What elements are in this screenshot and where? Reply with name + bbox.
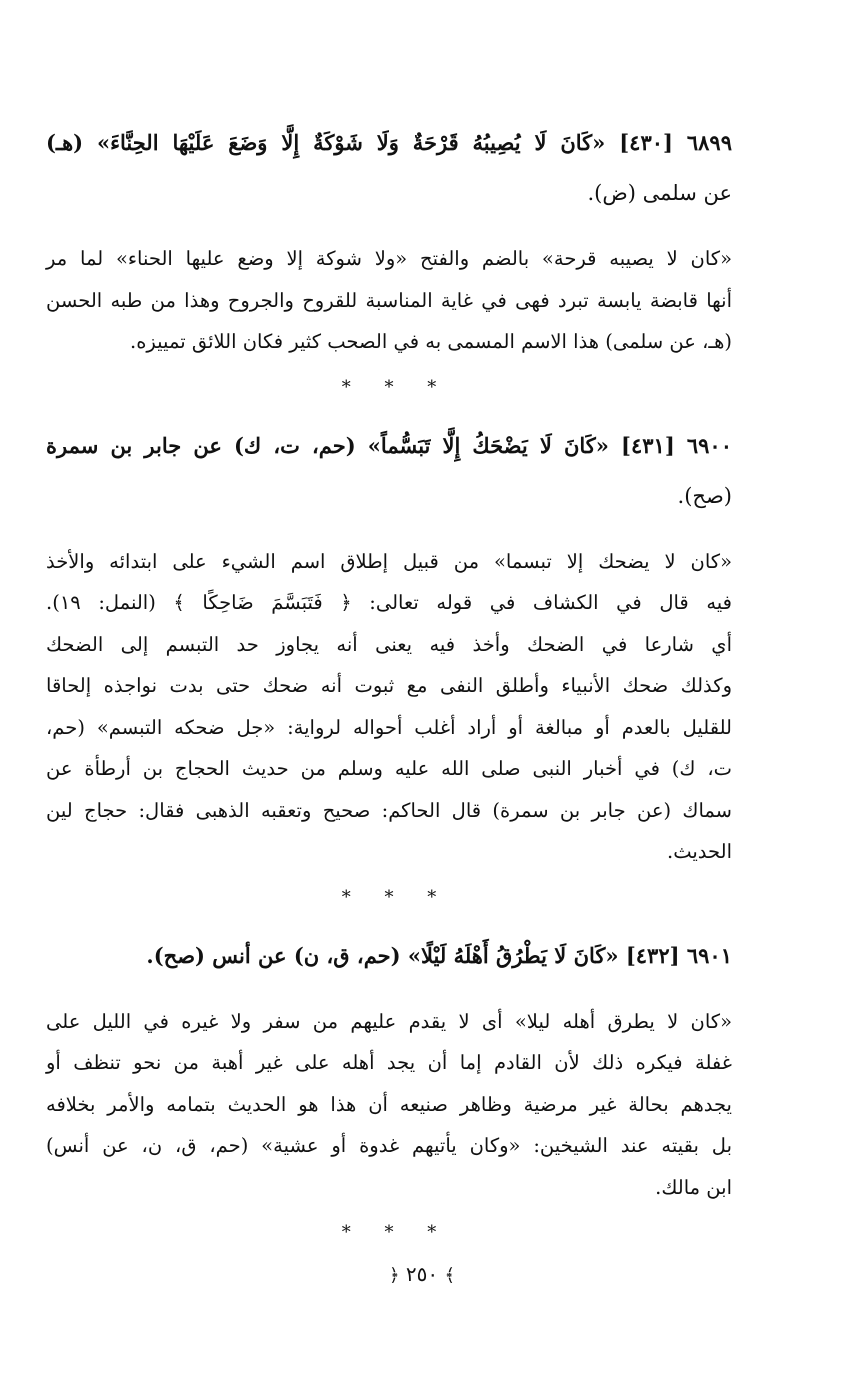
hadith-line: ٦٩٠١ [٤٣٢] «كَانَ لَا يَطْرُقُ أَهْلَهُ لَيْلًا» (حم، ق، ن) عن أنس (صح).: [146, 942, 732, 968]
commentary-line: «كان لا يصيبه قرحة» بالضم والفتح «ولا شوكة إلا وضع عليها الحناء» لما مر: [46, 247, 732, 270]
page-number-value: ٢٥٠: [405, 1262, 439, 1286]
commentary-6899: [46, 238, 732, 363]
commentary-6901: [46, 1001, 732, 1209]
page-number: [0, 1262, 844, 1286]
section-separator: * * *: [341, 886, 451, 908]
commentary-line: (هـ، عن سلمى) هذا الاسم المسمى به في الصحب كثير فكان اللائق تمييزه.: [130, 330, 732, 353]
section-separator: * * *: [341, 376, 451, 398]
commentary-line: بل بقيته عند الشيخين: «وكان يأتيهم غدوة أو عشية» (حم، ق، ن، عن أنس): [46, 1134, 732, 1157]
commentary-line: ت، ك) في أخبار النبى صلى الله عليه وسلم من حديث الحجاج بن أرطأة عن: [46, 757, 732, 780]
commentary-line: سماك (عن جابر بن سمرة) قال الحاكم: صحيح وتعقبه الذهبى فقال: حجاج لين: [46, 798, 732, 822]
commentary-line: غفلة فيكره ذلك لأن القادم إما أن يجد أهله على غير أهبة من نحو تنظف أو: [46, 1051, 732, 1074]
hadith-line: ٦٩٠٠ [٤٣١] «كَانَ لَا يَضْحَكُ إِلَّا تَبَسُّماً» (حم، ت، ك) عن جابر بن سمرة: [46, 432, 732, 458]
commentary-line: الحديث.: [667, 840, 732, 863]
hadith-line: (صح).: [677, 483, 732, 508]
section-separator: * * *: [341, 1222, 451, 1243]
commentary-line: «كان لا يطرق أهله ليلا» أى لا يقدم عليهم من سفر ولا غيره في الليل على: [46, 1009, 732, 1033]
commentary-line: يجدهم بحالة غير مرضية وظاهر صنيعه أن هذا هو الحديث بتمامه والأمر بخلافه: [46, 1092, 732, 1116]
page-number-ornament-icon: ﴾: [444, 1265, 456, 1286]
page-number-ornament-icon: ﴿: [388, 1265, 400, 1286]
commentary-line: وكذلك ضحك الأنبياء وأطلق النفى مع ثبوت أنه ضحك حتى بدت نواجذه إلحاقا: [46, 674, 732, 697]
commentary-line: فيه قال في الكشاف في قوله تعالى: ﴿ فَتَبَسَّمَ ضَاحِكًا ﴾ (النمل: ١٩).: [46, 591, 732, 614]
hadith-line: ٦٨٩٩ [٤٣٠] «كَانَ لَا يُصِيبُهُ قَرْحَةٌ وَلَا شَوْكَةٌ إِلَّا وَضَعَ عَلَيْهَا الحِنَّاءَ» (هـ): [46, 130, 732, 155]
hadith-line: عن سلمى (ض).: [587, 181, 732, 205]
commentary-6900: [46, 541, 732, 873]
commentary-line: أي شارعا في الضحك وأخذ فيه يعنى أنه يجاوز حد التبسم إلى الضحك: [46, 632, 732, 656]
hadith-6900: [46, 421, 732, 521]
commentary-line: ابن مالك.: [655, 1175, 732, 1199]
hadith-6901: [46, 931, 732, 981]
commentary-line: أنها قابضة يابسة تبرد فهى في غاية المناسبة للقروح والجروح وهذا من طبه الحسن: [46, 288, 732, 312]
commentary-line: «كان لا يضحك إلا تبسما» من قبيل إطلاق اسم الشيء على ابتدائه والأخذ: [46, 549, 732, 573]
commentary-line: للقليل بالعدم أو مبالغة أو أراد أغلب أحواله لرواية: «جل ضحكه التبسم» (حم،: [46, 715, 732, 739]
hadith-6899: [46, 118, 732, 218]
